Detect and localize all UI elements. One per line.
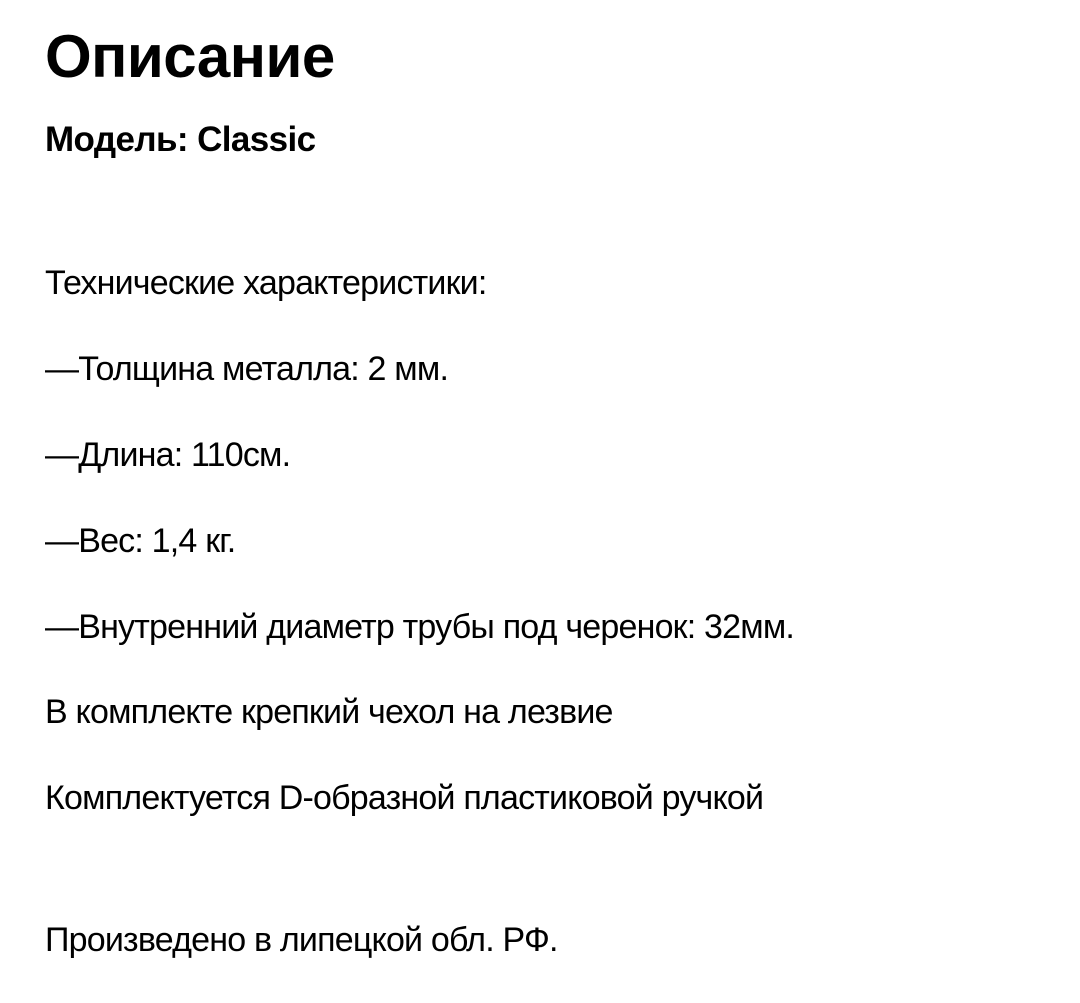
spec-metal-thickness: —Толщина металла: 2 мм. [45,350,449,388]
specifications-heading: Технические характеристики: [45,264,487,302]
kit-cover-note: В комплекте крепкий чехол на лезвие [45,693,613,731]
spec-weight: —Вес: 1,4 кг. [45,522,236,560]
spec-handle-diameter: —Внутренний диаметр трубы под черенок: 32мм. [45,608,795,646]
kit-handle-note: Комплектуется D-образной пластиковой ручкой [45,779,764,817]
spec-length: —Длина: 110см. [45,436,291,474]
model-name: Модель: Classic [45,120,316,159]
section-title: Описание [45,23,335,90]
description-section [45,0,1045,1003]
origin-note: Произведено в липецкой обл. РФ. [45,921,558,959]
